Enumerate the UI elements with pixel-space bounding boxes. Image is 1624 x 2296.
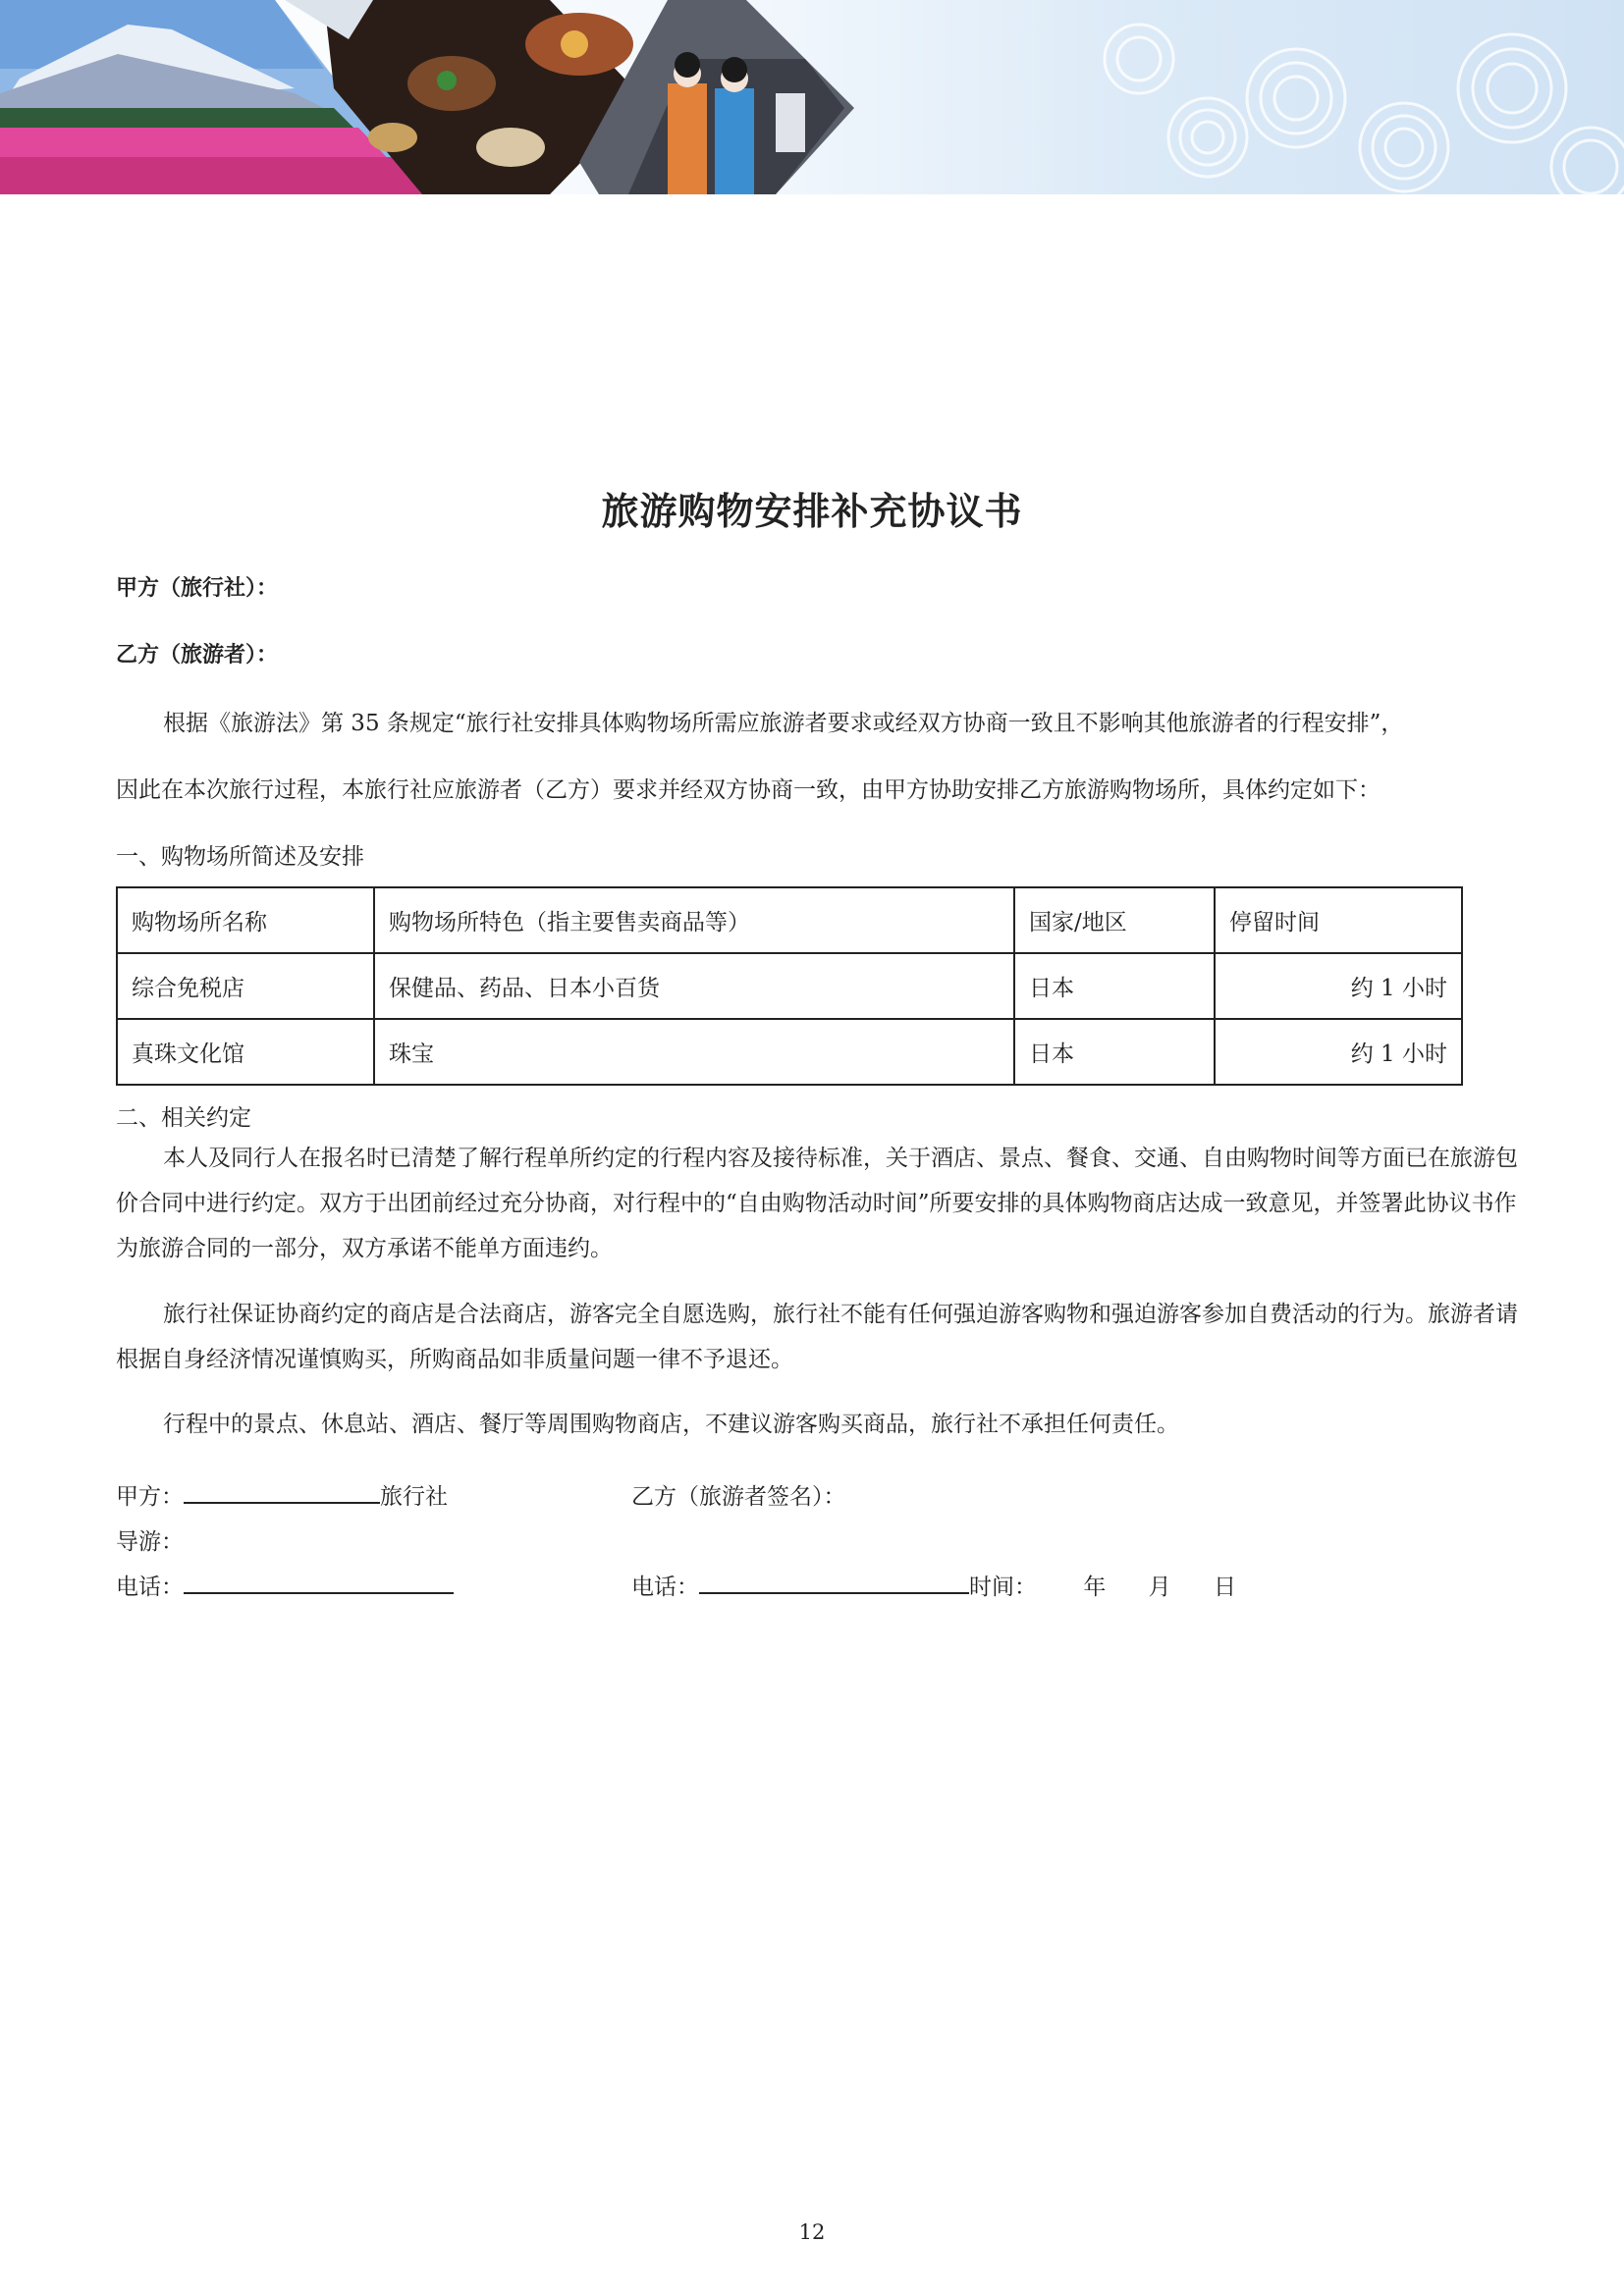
cell-shop-duration: 约 1 小时 [1215,953,1462,1019]
signature-party-a [116,1478,448,1511]
document-title: 旅游购物安排补充协议书 [601,489,1023,533]
intro-line-2: 因此在本次旅行过程，本旅行社应旅游者（乙方）要求并经双方协商一致，由甲方协助安排乙方旅游购物场所，具体约定如下： [116,777,1380,803]
cell-shop-feature: 珠宝 [374,1019,1014,1085]
cell-shop-duration: 约 1 小时 [1215,1019,1462,1085]
party-b-sign-label: 乙方（旅游者签名）： [631,1484,846,1510]
clause-1: 本人及同行人在报名时已清楚了解行程单所约定的行程内容及接待标准，关于酒店、景点、餐食、交通、自由购物时间等方面已在旅游包价合同中进行约定。双方于出团前经过充分协商，对行程中的“自由购物活动时间”所要安排的具体购物商店达成一致意见，并签署此协议书作为旅游合同的一部分，双方承诺不能单方面违约。 [116,1146,1518,1261]
header-cell-region: 国家/地区 [1014,887,1215,953]
header-banner [0,0,1624,194]
phone-a-blank[interactable] [184,1571,454,1594]
section-2-heading: 二、相关约定 [116,1105,251,1131]
cell-shop-region: 日本 [1014,953,1215,1019]
shopping-table [116,886,1463,1086]
signature-phone-b [631,1569,1236,1601]
table-row [117,1019,1462,1085]
header-cell-name: 购物场所名称 [117,887,374,953]
agency-suffix: 旅行社 [380,1484,448,1510]
phone-b-label: 电话： [631,1575,699,1600]
phone-b-blank[interactable] [699,1571,969,1594]
section-1-heading: 一、购物场所简述及安排 [116,844,364,870]
signature-phone-a [116,1569,454,1601]
year-label: 年 [1083,1575,1107,1600]
clause-3: 行程中的景点、休息站、酒店、餐厅等周围购物商店，不建议游客购买商品，旅行社不承担任何责任。 [163,1412,1179,1437]
month-label: 月 [1148,1575,1171,1600]
header-cell-duration: 停留时间 [1215,887,1462,953]
phone-a-label: 电话： [116,1575,184,1600]
cell-shop-region: 日本 [1014,1019,1215,1085]
time-label: 时间： [969,1575,1037,1600]
guide-label: 导游： [116,1529,184,1555]
cell-shop-feature: 保健品、药品、日本小百货 [374,953,1014,1019]
table-header-row [117,887,1462,953]
cell-shop-name: 综合免税店 [117,953,374,1019]
table-row [117,953,1462,1019]
header-cell-feature: 购物场所特色（指主要售卖商品等） [374,887,1014,953]
clause-2: 旅行社保证协商约定的商店是合法商店，游客完全自愿选购，旅行社不能有任何强迫游客购物和强迫游客参加自费活动的行为。旅游者请根据自身经济情况谨慎购买，所购商品如非质量问题一律不予退还。 [116,1302,1518,1372]
party-a-label: 甲方（旅行社）： [116,575,279,601]
wave-pattern [1105,25,1624,194]
page-number: 12 [798,2220,826,2244]
agency-name-blank[interactable] [184,1480,380,1504]
party-b-label: 乙方（旅游者）： [116,642,279,667]
banner-collage [0,0,1624,194]
intro-line-1: 根据《旅游法》第 35 条规定“旅行社安排具体购物场所需应旅游者要求或经双方协商一致且不影响其他旅游者的行程安排”， [163,711,1404,736]
day-label: 日 [1213,1575,1236,1600]
party-a-sign-label: 甲方： [116,1484,184,1510]
cell-shop-name: 真珠文化馆 [117,1019,374,1085]
